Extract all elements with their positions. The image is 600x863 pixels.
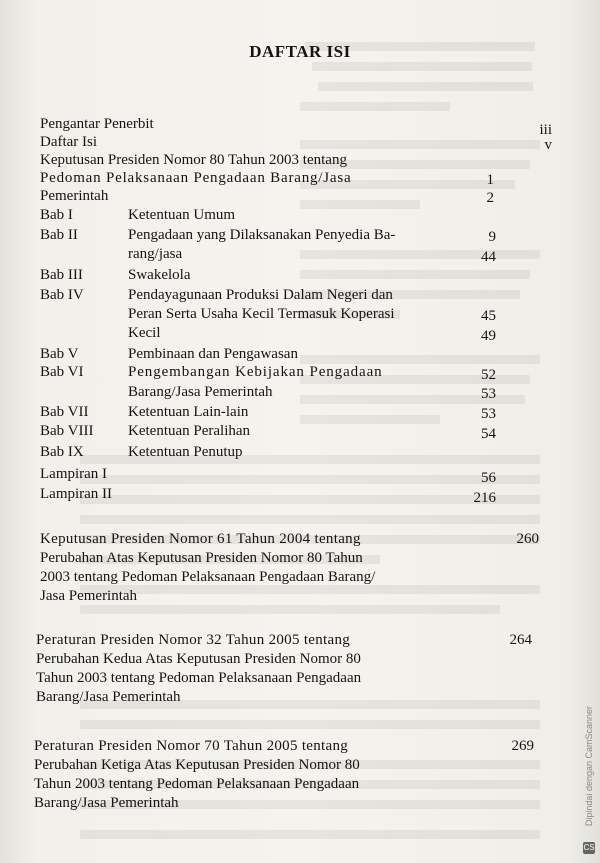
regulation-line: 2003 tentang Pedoman Pelaksanaan Pengadaan Barang/: [40, 569, 376, 585]
regulation-line: Jasa Pemerintah: [40, 588, 138, 604]
page-title: DAFTAR ISI: [249, 42, 351, 61]
toc-entry-page: 216: [473, 490, 496, 506]
toc-entry-page: 2: [486, 190, 494, 206]
toc-entry-page: 53: [481, 386, 496, 402]
regulation-line: Peraturan Presiden Nomor 32 Tahun 2005 tentang: [36, 632, 351, 648]
chapter-title: Kecil: [128, 325, 161, 341]
chapter-title: Swakelola: [128, 267, 191, 283]
toc-entry-page: 1: [486, 172, 494, 188]
chapter-title: Peran Serta Usaha Kecil Termasuk Koperasi: [128, 306, 395, 322]
chapter-number: Bab II: [40, 227, 78, 243]
scanner-watermark: Dipindai dengan CamScanner: [584, 706, 594, 827]
keppres80-line: Pemerintah: [40, 188, 109, 204]
chapter-number: Bab VI: [40, 364, 84, 380]
toc-entry-page: 49: [481, 328, 496, 344]
regulation-line: Perubahan Ketiga Atas Keputusan Presiden Nomor 80: [34, 757, 360, 773]
chapter-number: Bab III: [40, 267, 83, 283]
toc-entry-page: 54: [481, 426, 496, 442]
chapter-title: Ketentuan Lain-lain: [128, 404, 249, 420]
chapter-number: Bab I: [40, 207, 73, 223]
toc-entry-page: 52: [481, 367, 496, 383]
chapter-number: Bab VIII: [40, 423, 94, 439]
toc-entry-page: 44: [481, 249, 496, 265]
keppres80-line: Pedoman Pelaksanaan Pengadaan Barang/Jasa: [40, 170, 352, 186]
toc-entry-label: Pengantar Penerbit: [40, 116, 154, 132]
toc-entry-page: 45: [481, 308, 496, 324]
toc-entry-page: 264: [509, 632, 532, 648]
toc-entry-page: 260: [516, 531, 539, 547]
chapter-title: Pembinaan dan Pengawasan: [128, 346, 298, 362]
toc-entry-page: 269: [511, 738, 534, 754]
chapter-title: Pendayagunaan Produksi Dalam Negeri dan: [128, 287, 393, 303]
regulation-line: Tahun 2003 tentang Pedoman Pelaksanaan Pengadaan: [34, 776, 360, 792]
chapter-title: Ketentuan Penutup: [128, 444, 243, 460]
toc-entry-page: iii: [539, 122, 552, 138]
camscanner-logo-icon: CS: [583, 843, 595, 852]
chapter-title: Barang/Jasa Pemerintah: [128, 384, 273, 400]
chapter-title: Pengembangan Kebijakan Pengadaan: [128, 364, 383, 380]
chapter-number: Bab IX: [40, 444, 84, 460]
appendix-label: Lampiran II: [40, 486, 113, 502]
toc-entry-page: 56: [481, 470, 496, 486]
regulation-line: Peraturan Presiden Nomor 70 Tahun 2005 tentang: [34, 738, 349, 754]
regulation-line: Tahun 2003 tentang Pedoman Pelaksanaan Pengadaan: [36, 670, 362, 686]
toc-entry-label: Daftar Isi: [40, 134, 98, 150]
regulation-line: Barang/Jasa Pemerintah: [34, 795, 179, 811]
appendix-label: Lampiran I: [40, 466, 108, 482]
regulation-line: Perubahan Atas Keputusan Presiden Nomor 80 Tahun: [40, 550, 363, 566]
chapter-title: Ketentuan Peralihan: [128, 423, 251, 439]
toc-entry-page: 53: [481, 406, 496, 422]
chapter-title: rang/jasa: [128, 246, 183, 262]
chapter-number: Bab V: [40, 346, 79, 362]
chapter-title: Pengadaan yang Dilaksanakan Penyedia Ba-: [128, 227, 396, 243]
regulation-line: Barang/Jasa Pemerintah: [36, 689, 181, 705]
chapter-number: Bab IV: [40, 287, 84, 303]
keppres80-heading: [40, 152, 496, 169]
regulation-line: Keputusan Presiden Nomor 61 Tahun 2004 tentang: [40, 531, 361, 547]
chapter-number: Bab VII: [40, 404, 89, 420]
chapter-title: Ketentuan Umum: [128, 207, 236, 223]
toc-entry-page: 9: [488, 229, 496, 245]
toc-entry-page: v: [544, 137, 552, 153]
regulation-line: Perubahan Kedua Atas Keputusan Presiden Nomor 80: [36, 651, 361, 667]
keppres80-line: Keputusan Presiden Nomor 80 Tahun 2003 tentang: [40, 152, 347, 168]
